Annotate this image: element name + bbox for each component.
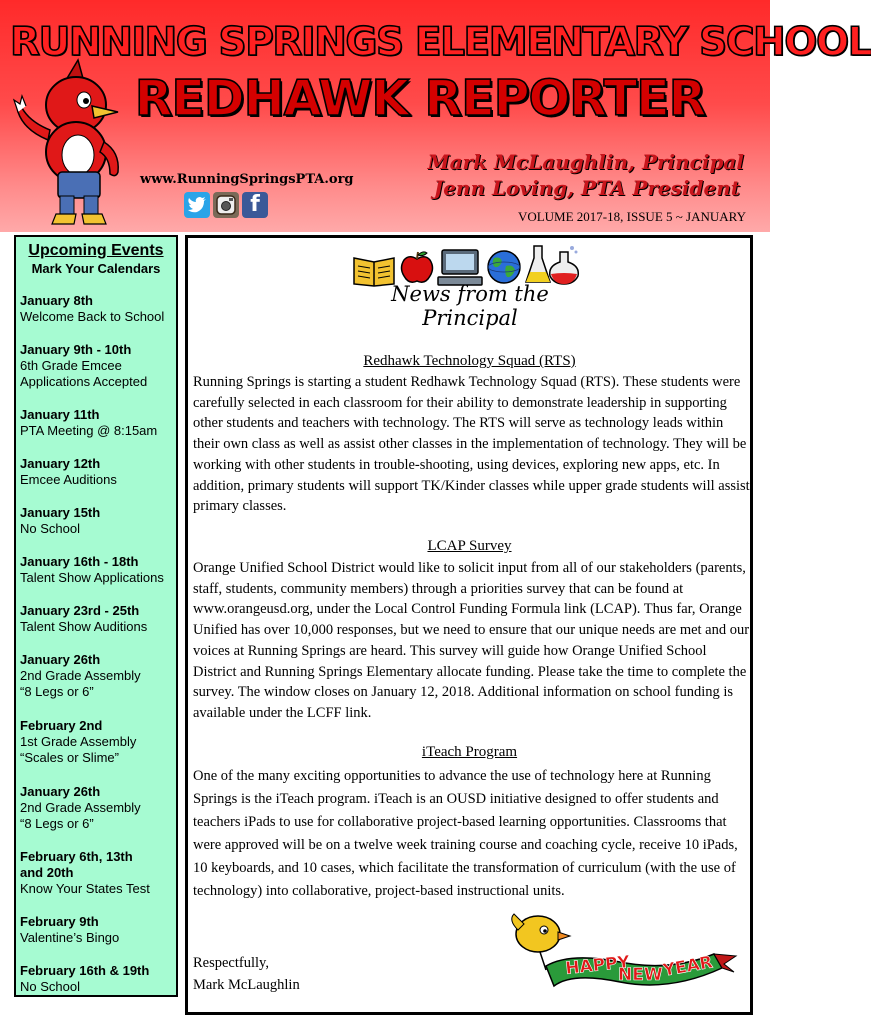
event-text: Know Your States Test [20,881,150,896]
event-item [20,603,178,635]
section-body-rts: Running Springs is starting a student Redhawk Technology Squad (RTS). These students were carefully selected in each classroom for their ability to demonstrate leadership in supporting other students and teachers with technology. The RTS will serve as technology leads within their own class as well as assist other classes in the implementation of technology. They will be working with other students in trouble-shooting, using devices, exploring new apps, etc. In addition, primary students will support TK/Kinder classes while upper grade students will assist primary classes. [193,374,750,515]
event-date: February 6th, 13th and 20th [20,849,133,880]
event-item [20,849,178,897]
newsletter-title: REDHAWK REPORTER [134,70,706,127]
twitter-icon[interactable] [184,192,210,218]
section-body-iteach: One of the many exciting opportunities to advance the use of technology here at Running Springs is the iTeach program. iTeach is an OUSD initiative designed to offer students and teachers iPads to use for collaborative project-based learning opportunities. Classrooms that were approved will be on a twelve week training course and coaching cycle, receive 10 iPads, 10 keyboards, and 10 cases, which facilitate the transformation of curriculum (with the use of technology) into collaborative, project-based instructional units. [193,768,738,899]
event-date: January 8th [20,293,93,308]
section-heading-lcap: LCAP Survey [427,538,512,554]
event-item [20,914,178,946]
facebook-glyph: f [250,192,260,217]
event-date: January 15th [20,505,101,520]
event-item [20,963,178,995]
event-date: January 11th [20,407,100,422]
sidebar-title: Upcoming Events [28,242,164,259]
flasks-icon [526,244,584,286]
event-item [20,342,178,390]
apple-icon [399,250,435,286]
event-item [20,505,178,537]
event-text: Emcee Auditions [20,472,117,487]
event-text: Welcome Back to School [20,309,165,324]
section-body-lcap: Orange Unified School District would like to solicit input from all of our stakeholders (parents, staff, students, community members) through a priorities survey that can be found at www.orangeusd.org, under the Local Control Funding Formula link (LCAP). Thus far, Orange Unified has over 10,000 responses, but we need to ensure that our unique needs are met and our voices at Running Springs are heard. This survey will guide how Orange Unified School District and Running Springs Elementary allocate funding. Please take the time to complete the survey. The window closes on January 12, 2018. Additional information on school funding is available under the LCFF link. [193,560,750,721]
school-name: RUNNING SPRINGS ELEMENTARY SCHOOL [10,20,871,65]
facebook-icon[interactable] [242,192,268,218]
event-item [20,456,178,488]
event-date: February 9th [20,914,99,929]
event-date: February 16th & 19th [20,963,150,978]
redhawk-mascot-icon [6,60,146,230]
event-text: No School [20,979,80,994]
event-text: Talent Show Auditions [20,619,148,634]
banner-text-new: NEW [618,965,663,985]
event-item [20,784,178,832]
instagram-icon[interactable] [213,192,239,218]
event-text: No School [20,521,80,536]
principal-name: Mark McLaughlin, Principal [427,150,744,174]
event-text: Valentine’s Bingo [20,930,120,945]
section-heading-iteach: iTeach Program [421,744,518,760]
event-text: 2nd Grade Assembly “8 Legs or 6” [20,668,141,699]
globe-icon [485,248,523,286]
event-item [20,554,178,586]
social-links [184,192,268,218]
volume-issue: VOLUME 2017-18, ISSUE 5 ~ JANUARY [517,209,746,224]
event-date: February 2nd [20,718,103,733]
event-text: 1st Grade Assembly “Scales or Slime” [20,734,137,765]
event-date: January 26th [20,652,101,667]
event-item [20,718,178,766]
website-link[interactable]: www.RunningSpringsPTA.org [140,172,354,187]
event-date: January 23rd - 25th [20,603,140,618]
event-date: January 26th [20,784,101,799]
school-icons [352,244,584,286]
section-heading-rts: Redhawk Technology Squad (RTS) [363,353,576,369]
banner-text-year: YEAR [661,952,715,981]
event-date: January 9th - 10th [20,342,132,357]
happy-new-year-banner [500,910,740,1000]
event-item [20,652,178,700]
event-date: January 12th [20,456,101,471]
event-date: January 16th - 18th [20,554,139,569]
computer-icon [438,248,482,286]
event-item [20,293,178,325]
event-text: 6th Grade Emcee Applications Accepted [20,358,148,389]
closing-signature: Respectfully, Mark McLaughlin [193,955,300,993]
event-item [20,407,178,439]
event-text: Talent Show Applications [20,570,164,585]
banner-text-happy: HAPPY [564,952,631,979]
event-text: PTA Meeting @ 8:15am [20,423,158,438]
event-text: 2nd Grade Assembly “8 Legs or 6” [20,800,141,831]
sidebar-subtitle: Mark Your Calendars [31,261,161,276]
pta-president-name: Jenn Loving, PTA President [433,176,740,200]
news-title: News from the Principal [391,282,549,330]
upcoming-events-sidebar [14,235,178,997]
